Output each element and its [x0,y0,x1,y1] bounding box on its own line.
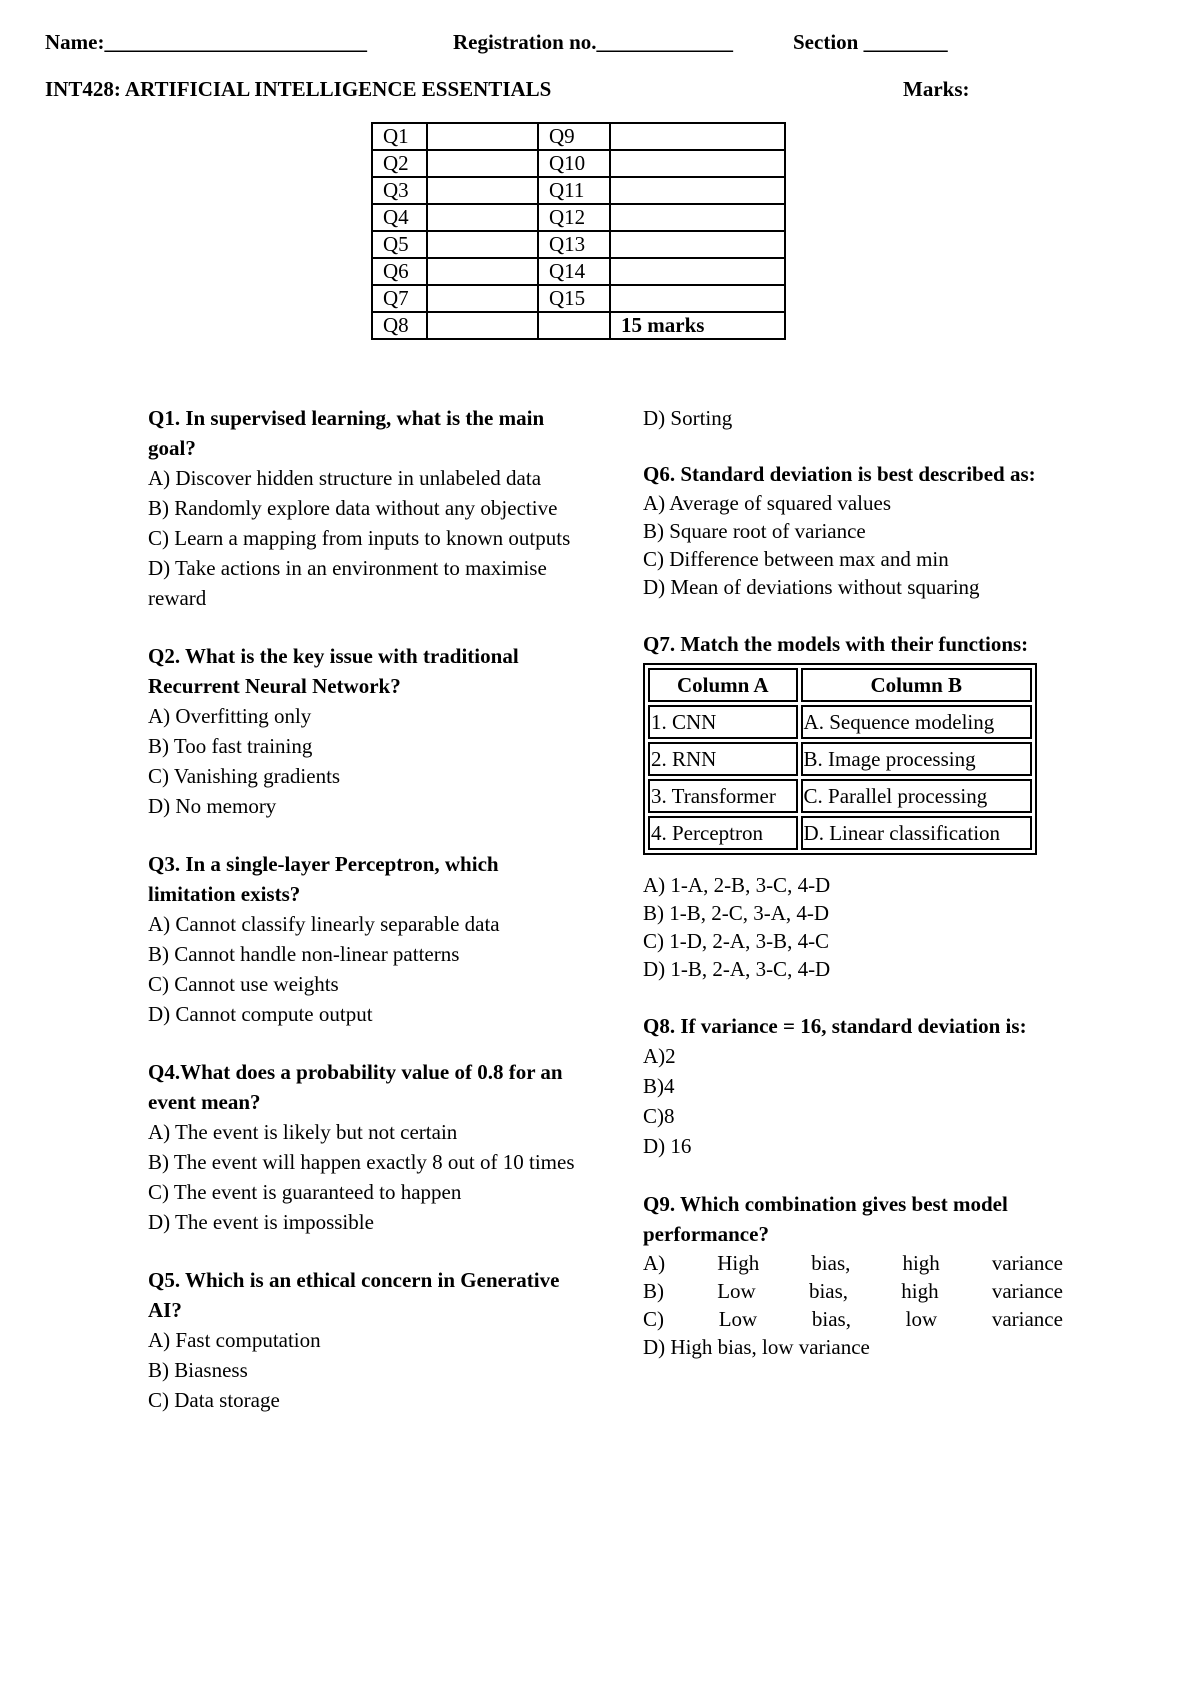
option-b: B) Cannot handle non-linear patterns [148,942,460,966]
question-label-cell: Q11 [538,177,610,204]
word: Low [717,1279,756,1303]
marks-cell[interactable] [610,177,785,204]
marks-cell[interactable] [610,204,785,231]
question-label-cell: Q5 [372,231,427,258]
question-text: Q5. Which is an ethical concern in Generative AI? [148,1268,560,1322]
column-b-cell: A. Sequence modeling [801,705,1032,739]
column-a-cell: 4. Perceptron [648,816,798,850]
marks-cell[interactable] [427,204,538,231]
word: A) [643,1251,666,1275]
word: variance [991,1251,1063,1275]
question-label-cell: Q7 [372,285,427,312]
column-a-cell: 3. Transformer [648,779,798,813]
marks-cell[interactable] [427,123,538,150]
option-b: B) 1-B, 2-C, 3-A, 4-D [643,901,830,925]
table-row [372,123,785,150]
option-c [643,1305,1063,1333]
table-row [648,816,1032,850]
question-4 [148,1057,578,1237]
marks-table [371,122,786,340]
table-row [372,204,785,231]
marks-cell[interactable] [610,285,785,312]
question-text: Q9. Which combination gives best model performance? [643,1192,1008,1246]
option-a [643,1249,1063,1277]
marks-cell[interactable] [610,150,785,177]
option-a: A) Cannot classify linearly separable data [148,912,500,936]
option-c: C) Data storage [148,1388,280,1412]
question-label-cell: Q4 [372,204,427,231]
question-label-cell: Q9 [538,123,610,150]
option-b: B) Too fast training [148,734,313,758]
question-1 [148,403,578,613]
marks-cell[interactable] [610,231,785,258]
question-text: Q8. If variance = 16, standard deviation is: [643,1014,1027,1038]
question-text: Q3. In a single-layer Perceptron, which limitation exists? [148,852,499,906]
table-row [372,177,785,204]
option-d: D) Mean of deviations without squaring [643,575,980,599]
marks-cell[interactable] [427,231,538,258]
option-a: A)2 [643,1044,676,1068]
table-row [372,312,785,339]
question-label-cell: Q3 [372,177,427,204]
word: bias, [811,1251,851,1275]
question-label-cell [538,312,610,339]
option-b: B)4 [643,1074,675,1098]
table-row [648,779,1032,813]
option-d: D) 16 [643,1134,692,1158]
option-d: D) Take actions in an environment to maximise reward [148,556,547,610]
word: B) [643,1279,664,1303]
table-row [648,705,1032,739]
question-6 [643,459,1073,601]
option-a: A) 1-A, 2-B, 3-C, 4-D [643,873,831,897]
marks-cell[interactable] [610,258,785,285]
column-b-cell: C. Parallel processing [801,779,1032,813]
option-b: B) The event will happen exactly 8 out of 10 times [148,1150,575,1174]
column-a-header: Column A [648,668,798,702]
option-b: B) Square root of variance [643,519,866,543]
question-text: Q4.What does a probability value of 0.8 for an event mean? [148,1060,563,1114]
marks-cell[interactable] [427,150,538,177]
marks-cell[interactable] [427,258,538,285]
word: variance [991,1307,1063,1331]
question-3 [148,849,578,1029]
question-7 [643,629,1073,983]
marks-cell[interactable]: 15 marks [610,312,785,339]
question-2 [148,641,578,821]
question-5 [148,1265,578,1415]
option-a: A) Fast computation [148,1328,321,1352]
word: variance [991,1279,1063,1303]
registration-field[interactable]: Registration no._____________ [453,30,733,54]
word: High [717,1251,760,1275]
question-text: Q6. Standard deviation is best described as: [643,462,1036,486]
table-row [648,742,1032,776]
marks-cell[interactable] [427,177,538,204]
marks-cell[interactable] [427,312,538,339]
course-title: INT428: ARTIFICIAL INTELLIGENCE ESSENTIALS [45,77,552,101]
option-c: C) The event is guaranteed to happen [148,1180,462,1204]
word: C) [643,1307,664,1331]
question-label-cell: Q13 [538,231,610,258]
option-a: A) Average of squared values [643,491,892,515]
option-c: C) Cannot use weights [148,972,339,996]
matching-table [643,663,1037,855]
word: bias, [811,1307,851,1331]
option-b [643,1277,1063,1305]
option-c: C)8 [643,1104,675,1128]
question-8 [643,1011,1073,1161]
column-b-header: Column B [801,668,1032,702]
question-label-cell: Q2 [372,150,427,177]
word: high [901,1279,939,1303]
option-a: A) Discover hidden structure in unlabeled data [148,466,542,490]
question-label-cell: Q1 [372,123,427,150]
right-column [643,403,1073,1389]
table-row [372,150,785,177]
option-c: C) Difference between max and min [643,547,949,571]
option-d: D) High bias, low variance [643,1335,870,1359]
word: Low [718,1307,758,1331]
option-c: C) Learn a mapping from inputs to known outputs [148,526,571,550]
column-b-cell: D. Linear classification [801,816,1032,850]
option-d: D) The event is impossible [148,1210,374,1234]
question-text: Q1. In supervised learning, what is the main goal? [148,406,545,460]
name-field[interactable]: Name:_________________________ [45,30,367,54]
question-text: Q7. Match the models with their functions: [643,632,1029,656]
word: bias, [808,1279,849,1303]
question-label-cell: Q10 [538,150,610,177]
column-a-cell: 1. CNN [648,705,798,739]
option-a: A) The event is likely but not certain [148,1120,458,1144]
option-b: B) Biasness [148,1358,248,1382]
word: low [905,1307,938,1331]
column-b-cell: B. Image processing [801,742,1032,776]
marks-label: Marks: [903,77,970,101]
option-d: D) 1-B, 2-A, 3-C, 4-D [643,957,831,981]
marks-cell[interactable] [610,123,785,150]
option-a: A) Overfitting only [148,704,312,728]
section-field[interactable]: Section ________ [793,30,948,54]
question-text: Q2. What is the key issue with traditional Recurrent Neural Network? [148,644,519,698]
word: high [902,1251,940,1275]
option-d: D) No memory [148,794,277,818]
table-row [372,285,785,312]
question-label-cell: Q15 [538,285,610,312]
option-d: D) Cannot compute output [148,1002,373,1026]
question-9 [643,1189,1073,1361]
question-label-cell: Q8 [372,312,427,339]
option-b: B) Randomly explore data without any objective [148,496,558,520]
marks-cell[interactable] [427,285,538,312]
left-column [148,403,578,1443]
option-c: C) 1-D, 2-A, 3-B, 4-C [643,929,830,953]
q5-option-d: D) Sorting [643,406,733,430]
table-row [372,231,785,258]
question-label-cell: Q12 [538,204,610,231]
column-a-cell: 2. RNN [648,742,798,776]
question-label-cell: Q14 [538,258,610,285]
question-label-cell: Q6 [372,258,427,285]
option-c: C) Vanishing gradients [148,764,341,788]
table-row [372,258,785,285]
